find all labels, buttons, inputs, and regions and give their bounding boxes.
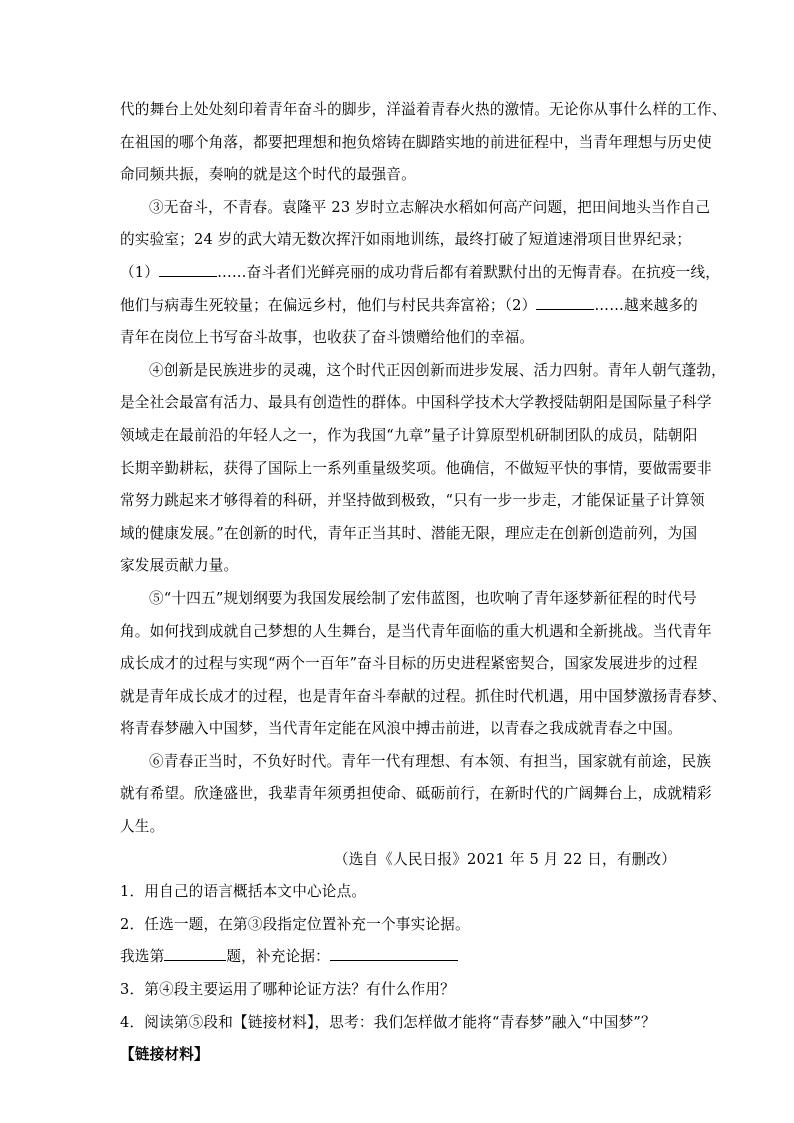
paragraph-4-line: 领域走在最前沿的年轻人之一，作为我国“九章”量子计算原型机研制团队的成员，陆朝阳 [120, 426, 698, 444]
blank-label-1: （1） [120, 263, 160, 281]
paragraph-5-line: ⑤“十四五”规划纲要为我国发展绘制了宏伟蓝图，也吹响了青年逐梦新征程的时代号 [149, 589, 697, 607]
paragraph-5-line: 角。如何找到成就自己梦想的人生舞台，是当代青年面临的重大机遇和全新挑战。当代青年 [120, 622, 712, 640]
paragraph-4-line: 常努力跳起来才够得着的科研，并坚持做到极致，“只有一步一步走，才能保证量子计算领 [120, 492, 705, 510]
document-page [120, 94, 727, 1072]
evidence-blank[interactable] [330, 946, 458, 961]
paragraph-3-text: ……越来越多的 [594, 296, 698, 314]
answer-prefix: 我选第 [120, 948, 165, 966]
paragraph-3-line: 的实验室；24 岁的武大靖无数次挥汗如雨地训练，最终打破了短道速滑项目世界纪录； [120, 231, 692, 249]
paragraph-5-line: 成长成才的过程与实现“两个一百年”奋斗目标的历史进程紧密契合，国家发展进步的过程 [120, 655, 698, 673]
question-1: 1．用自己的语言概括本文中心论点。 [120, 883, 367, 901]
paragraph-3-line: 青年在岗位上书写奋斗故事，也收获了奋斗馈赠给他们的幸福。 [120, 329, 535, 347]
question-3: 3．第④段主要运用了哪种论证方法？有什么作用？ [120, 981, 455, 999]
paragraph-3-line [120, 257, 721, 290]
paragraph-4-line: 是全社会最富有活力、最具有创造性的群体。中国科学技术大学教授陆朝阳是国际量子科学 [120, 394, 712, 412]
paragraph-6-line: 人生。 [120, 818, 165, 836]
link-material-heading: 【链接材料】 [120, 1046, 209, 1064]
paragraph-2-line: 命同频共振，奏响的就是这个时代的最强音。 [120, 166, 416, 184]
fill-blank-2[interactable] [536, 295, 594, 310]
choice-blank[interactable] [164, 946, 226, 961]
paragraph-3-text: 他们与病毒生死较量；在偏远乡村，他们与村民共奔富裕；（2） [120, 296, 537, 314]
paragraph-3-line [120, 290, 698, 323]
source-citation: （选自《人民日报》2021 年 5 月 22 日，有删改） [333, 850, 676, 868]
paragraph-2-line: 在祖国的哪个角落，都要把理想和抱负熔铸在脚踏实地的前进征程中，当青年理想与历史使 [120, 133, 712, 151]
fill-blank-1[interactable] [159, 262, 217, 277]
answer-middle: 题，补充论据： [226, 948, 330, 966]
paragraph-5-line: 将青春梦融入中国梦，当代青年定能在风浪中搏击前进，以青春之我成就青春之中国。 [120, 720, 683, 738]
paragraph-3-line: ③无奋斗，不青春。袁隆平 23 岁时立志解决水稻如何高产问题，把田间地头当作自己 [149, 198, 711, 216]
paragraph-4-line: 家发展贡献力量。 [120, 557, 239, 575]
paragraph-6-line: ⑥青春正当时，不负好时代。青年一代有理想、有本领、有担当，国家就有前途，民族 [149, 752, 712, 770]
paragraph-4-line: 域的健康发展。”在创新的时代，青年正当其时、潜能无限，理应走在创新创造前列，为国 [120, 524, 698, 542]
paragraph-4-line: 长期辛勤耕耘，获得了国际上一系列重量级奖项。他确信，不做短平快的事情，要做需要非 [120, 459, 712, 477]
question-2-answer-line [120, 941, 680, 974]
question-2: 2．任选一题，在第③段指定位置补充一个事实论据。 [120, 915, 470, 933]
paragraph-6-line: 就有希望。欣逢盛世，我辈青年须勇担使命、砥砺前行，在新时代的广阔舞台上，成就精彩 [120, 785, 712, 803]
paragraph-5-line: 就是青年成长成才的过程，也是青年奋斗奉献的过程。抓住时代机遇，用中国梦激扬青春梦、 [120, 687, 727, 705]
paragraph-4-line: ④创新是民族进步的灵魂，这个时代正因创新而进步发展、活力四射。青年人朝气蓬勃， [149, 361, 726, 379]
paragraph-3-text: ……奋斗者们光鲜亮丽的成功背后都有着默默付出的无悔青春。在抗疫一线， [217, 263, 721, 281]
paragraph-2-line: 代的舞台上处处刻印着青年奋斗的脚步，洋溢着青春火热的激情。无论你从事什么样的工作、 [120, 101, 727, 118]
question-4: 4．阅读第⑤段和【链接材料】，思考：我们怎样做才能将“青春梦”融入“中国梦”？ [120, 1013, 656, 1031]
